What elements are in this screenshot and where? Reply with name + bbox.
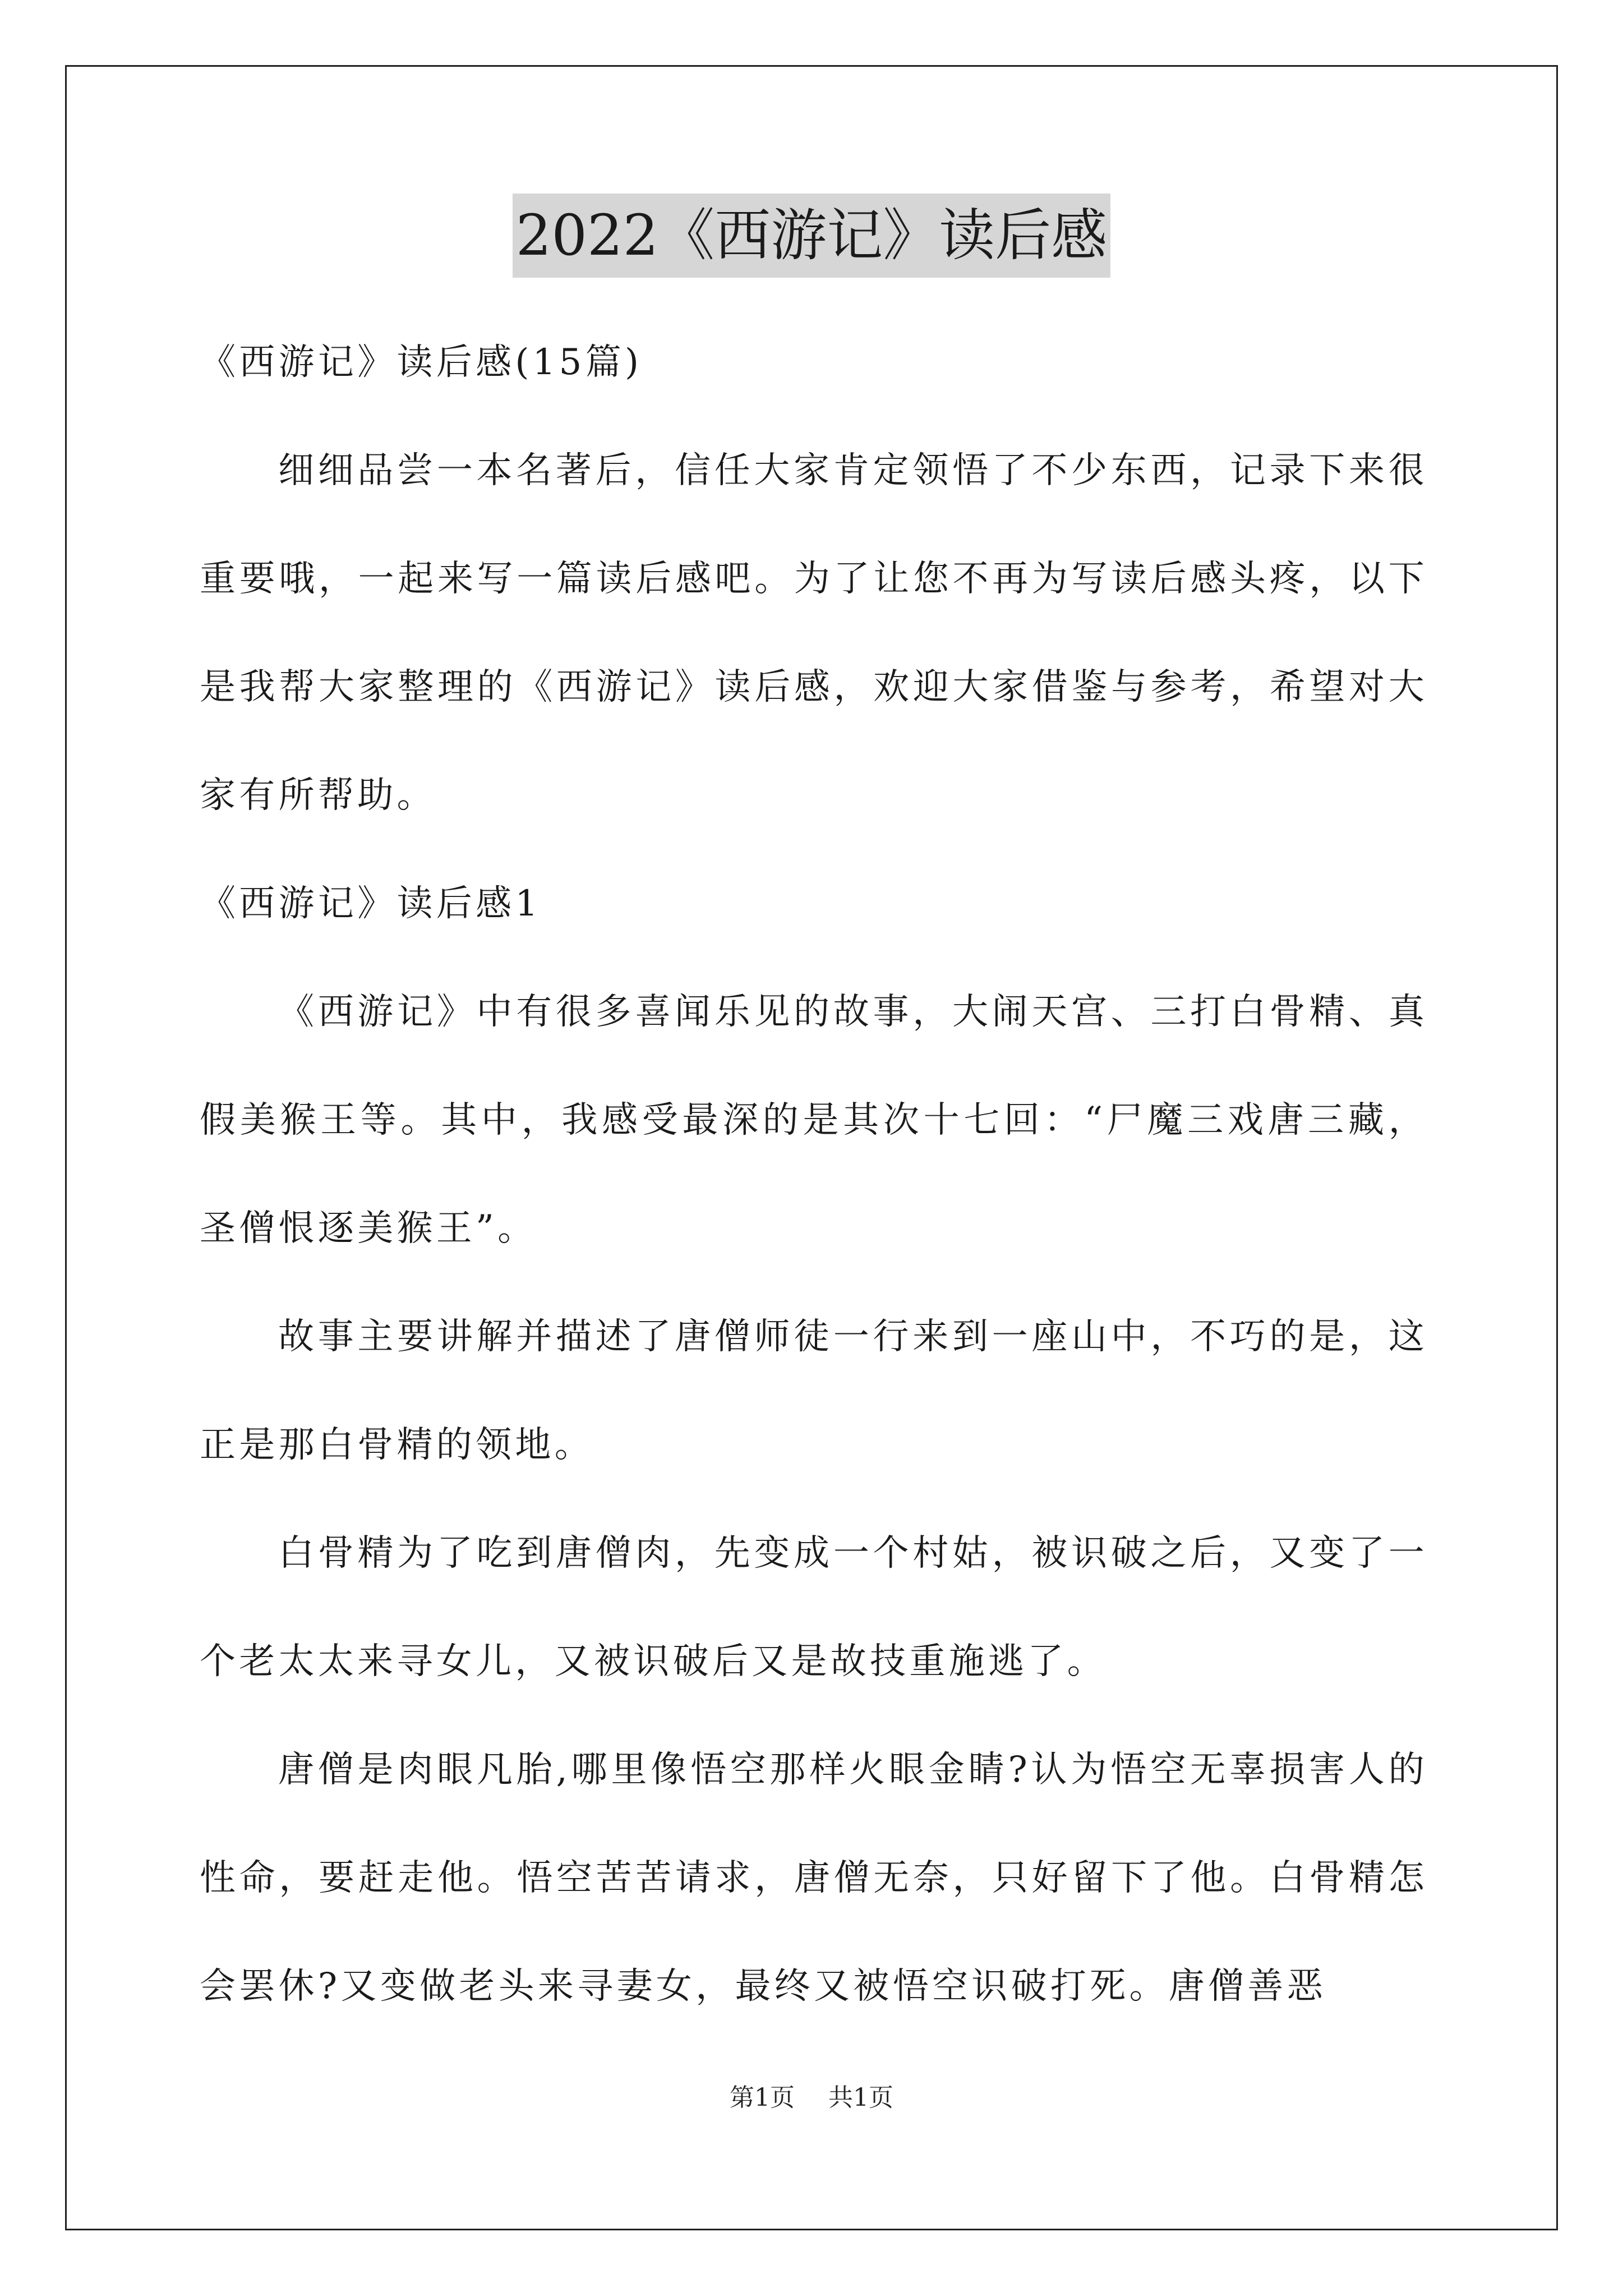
paragraph: 《西游记》读后感(15篇)	[200, 342, 643, 383]
title-area	[0, 194, 1623, 278]
page-footer	[0, 2081, 1623, 2115]
paragraph: 《西游记》中有很多喜闻乐见的故事，大闹天宫、三打白骨精、真假美猴王等。其中，我感受最深的是其次十七回：“尸魔三戏唐三藏，圣僧恨逐美猴王”。	[200, 991, 1428, 1249]
paragraph: 故事主要讲解并描述了唐僧师徒一行来到一座山中，不巧的是，这正是那白骨精的领地。	[200, 1316, 1428, 1466]
paragraph: 白骨精为了吃到唐僧肉，先变成一个村姑，被识破之后，又变了一个老太太来寻女儿，又被识破后又是故技重施逃了。	[200, 1533, 1428, 1682]
document-title: 2022《西游记》读后感	[513, 194, 1111, 278]
section-heading: 《西游记》读后感1	[200, 883, 542, 924]
page-total: 共1页	[828, 2083, 893, 2112]
document-body	[200, 309, 1428, 2041]
page-number: 第1页	[730, 2083, 795, 2112]
paragraph: 细细品尝一本名著后，信任大家肯定领悟了不少东西，记录下来很重要哦，一起来写一篇读后感吧。为了让您不再为写读后感头疼，以下是我帮大家整理的《西游记》读后感，欢迎大家借鉴与参考，希望对大家有所帮助。	[200, 450, 1428, 816]
paragraph: 唐僧是肉眼凡胎,哪里像悟空那样火眼金睛?认为悟空无辜损害人的性命，要赶走他。悟空苦苦请求，唐僧无奈，只好留下了他。白骨精怎会罢休?又变做老头来寻妻女，最终又被悟空识破打死。唐僧善恶	[200, 1749, 1428, 2007]
